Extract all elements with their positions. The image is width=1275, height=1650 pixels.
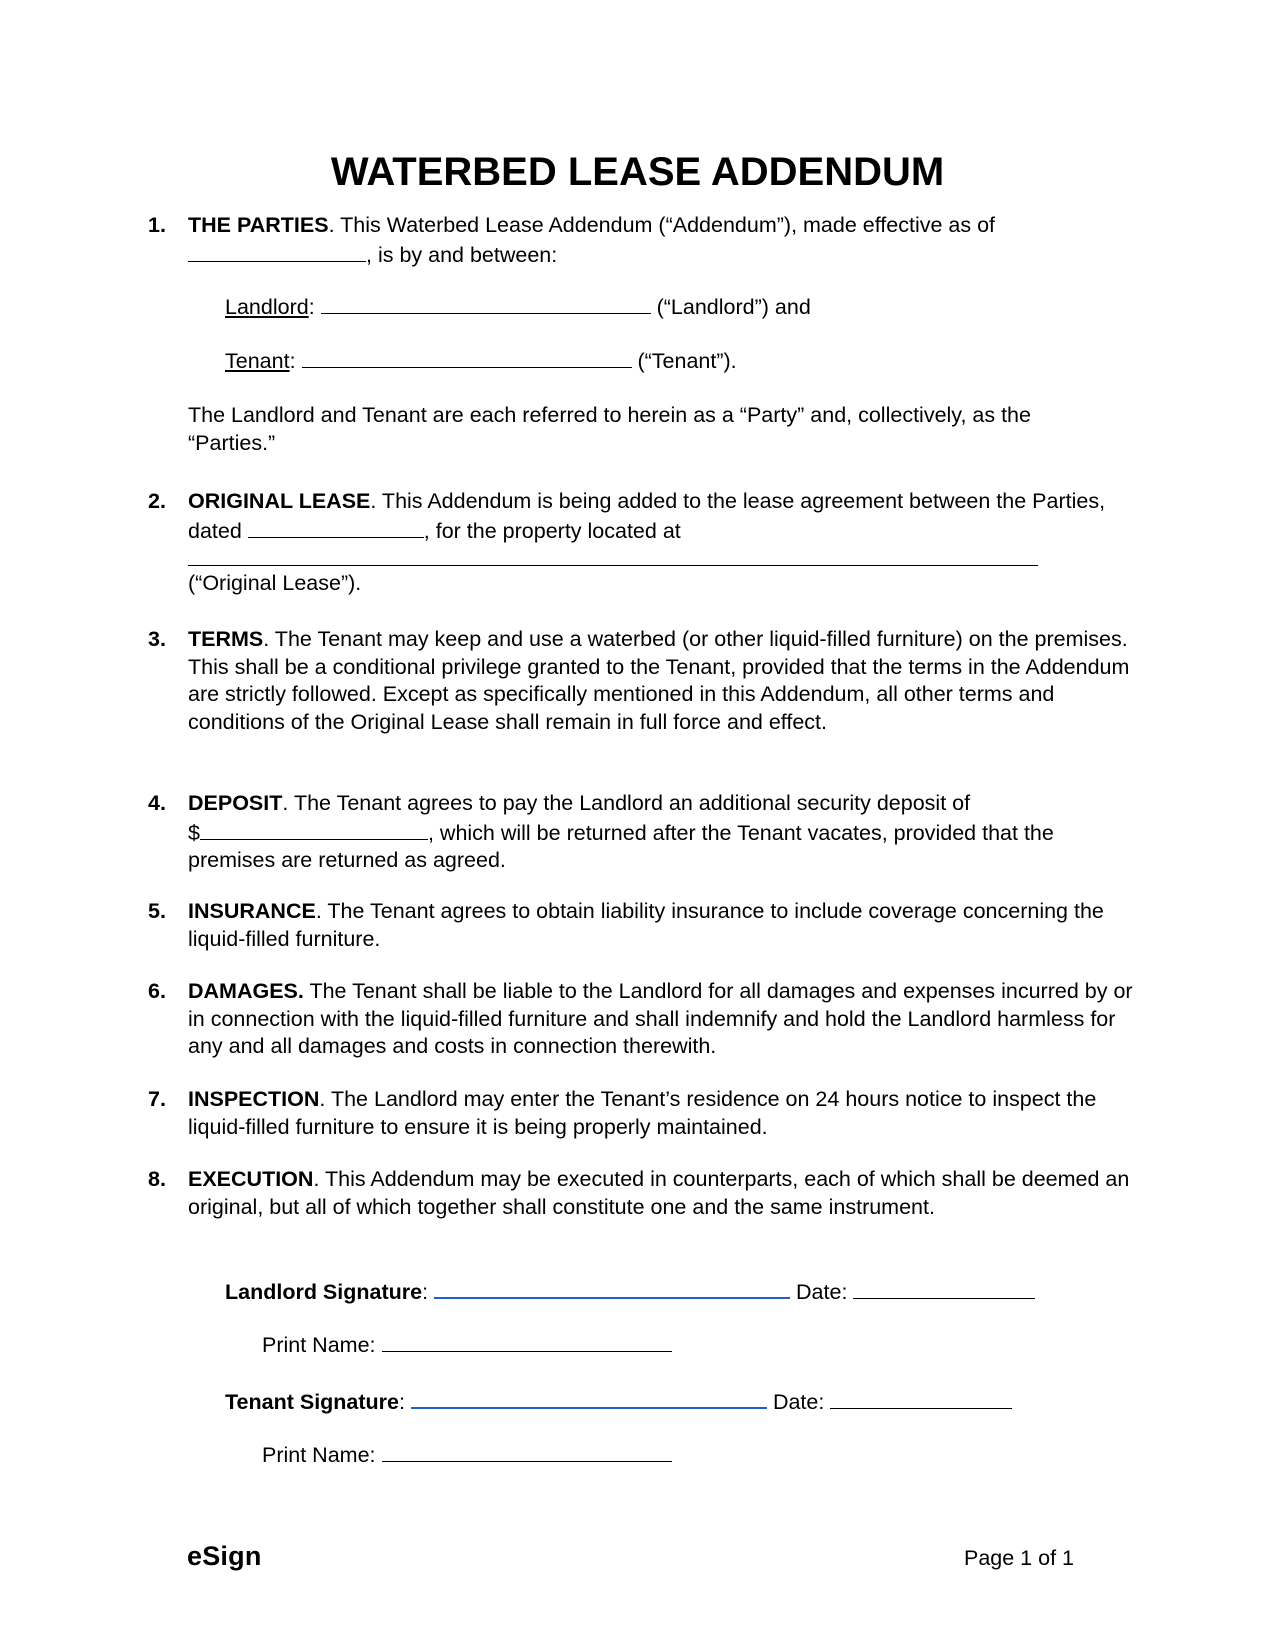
section-number: 4. (148, 791, 166, 815)
tenant-suffix: (“Tenant”). (631, 349, 737, 373)
section-heading: DEPOSIT (188, 791, 283, 815)
section-text-2: , is by and between: (366, 242, 558, 267)
tenant-name-field[interactable] (302, 346, 632, 368)
landlord-print-name-line (262, 1330, 672, 1360)
section-parties (148, 212, 1138, 269)
tenant-print-name-field[interactable] (382, 1440, 672, 1462)
landlord-label: Landlord (225, 295, 309, 319)
tenant-party-line: Tenant: (“Tenant”). (225, 346, 737, 376)
date-label: Date: (796, 1280, 848, 1304)
landlord-signature-label: Landlord Signature (225, 1280, 423, 1304)
section-text: . The Landlord may enter the Tenant’s residence on 24 hours notice to inspect the liquid-filled furniture to ensure it is being properly maintained. (188, 1087, 1097, 1139)
section-number: 2. (148, 489, 166, 513)
section-heading: DAMAGES. (188, 979, 304, 1003)
section-damages (148, 978, 1138, 1061)
date-label: Date: (772, 1390, 825, 1414)
landlord-suffix: (“Landlord”) and (650, 295, 811, 319)
original-lease-note: (“Original Lease”). (188, 571, 362, 595)
section-text: . This Addendum may be executed in counterparts, each of which shall be deemed an original, but all of which together shall constitute one and the same instrument. (188, 1167, 1130, 1219)
section-heading: THE PARTIES (188, 213, 329, 237)
print-name-label: Print Name: (262, 1333, 376, 1357)
section-text: . The Tenant agrees to obtain liability insurance to include coverage concerning the liquid-filled furniture. (188, 899, 1104, 951)
section-text: . The Tenant may keep and use a waterbed (or other liquid-filled furniture) on the premises. This shall be a conditional privilege granted to the Tenant, provided that the terms in the Addendum are strictly followed. Except as specifically mentioned in this Addendum, all other terms and conditions of the Original Lease shall remain in full force and effect. (188, 627, 1130, 734)
lease-date-field[interactable] (248, 516, 424, 538)
landlord-party-line: Landlord: (“Landlord”) and (225, 292, 811, 322)
print-name-label: Print Name: (262, 1443, 376, 1467)
landlord-signature-field[interactable] (434, 1276, 790, 1299)
tenant-date-field[interactable] (830, 1387, 1012, 1409)
section-number: 6. (148, 979, 166, 1003)
deposit-amount-field[interactable] (200, 818, 428, 840)
section-text: . This Waterbed Lease Addendum (“Addendum”), made effective as of (328, 213, 996, 237)
section-terms (148, 626, 1138, 736)
landlord-date-field[interactable] (853, 1277, 1035, 1299)
section-text-3: , which will be returned after the Tenant vacates, provided that the premises are returned as agreed. (188, 820, 1054, 872)
tenant-signature-label: Tenant Signature (225, 1390, 400, 1414)
tenant-signature-field[interactable] (411, 1386, 767, 1409)
section-text: . This Addendum is being added to the lease agreement between the Parties, dated (188, 489, 1106, 543)
section-heading: EXECUTION (188, 1167, 314, 1191)
page-number: Page 1 of 1 (964, 1546, 1074, 1570)
section-deposit (148, 790, 1138, 875)
section-text: The Tenant shall be liable to the Landlord for all damages and expenses incurred by or in connection with the liquid-filled furniture and shall indemnify and hold the Landlord harmless for any and all damages and costs in connection therewith. (188, 979, 1133, 1058)
section-heading: INSURANCE (188, 899, 316, 923)
property-address-field[interactable] (188, 544, 1038, 566)
section-heading: TERMS (188, 627, 264, 651)
section-inspection (148, 1086, 1138, 1141)
section-heading: INSPECTION (188, 1087, 320, 1111)
section-text-2: , for the property located at (423, 518, 681, 543)
effective-date-field[interactable] (188, 240, 366, 262)
section-execution (148, 1166, 1138, 1221)
section-number: 8. (148, 1167, 166, 1191)
landlord-name-field[interactable] (321, 292, 651, 314)
section-number: 1. (148, 213, 166, 237)
dollar-sign: $ (188, 820, 200, 845)
section-number: 7. (148, 1087, 166, 1111)
landlord-print-name-field[interactable] (382, 1330, 672, 1352)
document-title: WATERBED LEASE ADDENDUM (330, 150, 945, 194)
landlord-signature-line: Landlord Signature: Date: (225, 1276, 1035, 1307)
section-number: 5. (148, 899, 166, 923)
section-heading: ORIGINAL LEASE (188, 489, 371, 513)
section-original-lease (148, 488, 1138, 545)
section-number: 3. (148, 627, 166, 651)
section-insurance (148, 898, 1138, 953)
esign-logo: eSign (187, 1541, 262, 1571)
tenant-print-name-line (262, 1440, 672, 1470)
section-text: . The Tenant agrees to pay the Landlord an additional security deposit of (282, 791, 971, 815)
parties-collective-text: The Landlord and Tenant are each referred to herein as a “Party” and, collectively, as the “Parties.” (188, 403, 1031, 455)
tenant-signature-line: Tenant Signature: Date: (225, 1386, 1012, 1417)
tenant-label: Tenant (225, 349, 290, 373)
